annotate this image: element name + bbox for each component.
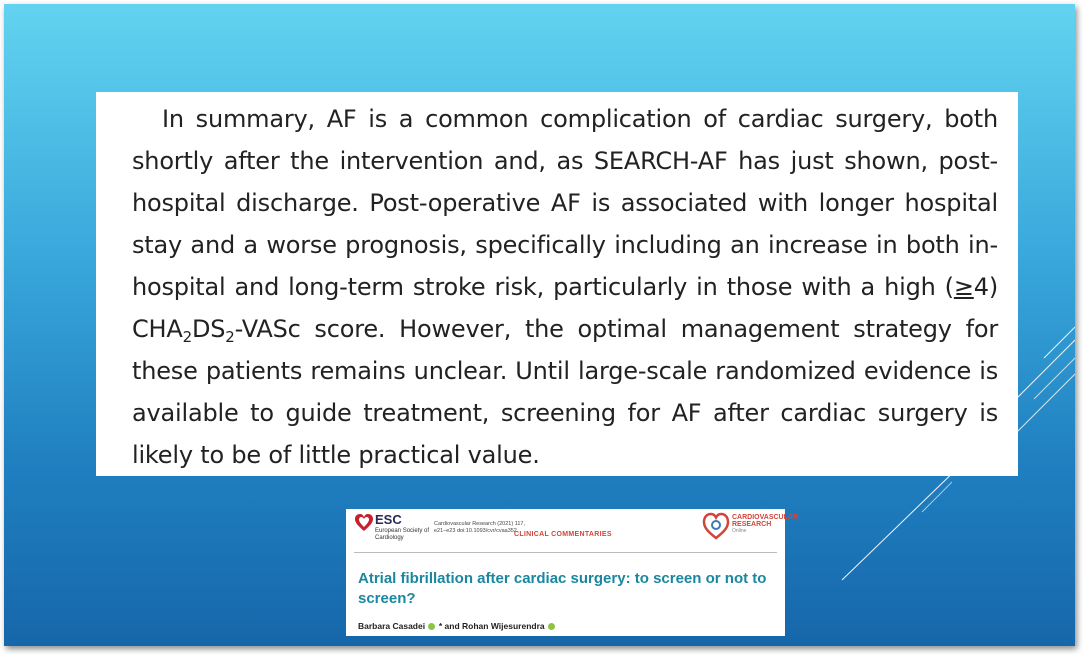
quote-text-part-1: In summary, AF is a common complication of cardiac surgery, both shortly after the intervention and, as SEARCH-AF has just shown, post-hospital discharge. Post-operative AF is associated with longer hospital stay and a worse prognosis, specifically including an increase in both in-hospital and long-term stroke risk, particularly in those with a high ( <box>132 105 998 301</box>
header-divider <box>354 552 777 553</box>
journal-logo-name: CARDIOVASCULAR RESEARCH <box>732 514 798 528</box>
quote-text-part-3: DS <box>191 315 226 343</box>
esc-society-name: European Society of Cardiology <box>375 528 430 541</box>
esc-abbreviation: ESC <box>375 512 402 527</box>
quote-box <box>96 92 1018 476</box>
journal-citation: Cardiovascular Research (2021) 117, e21–e23 doi:10.1093/cvr/cvaa352 <box>434 521 525 534</box>
quote-subscript-1: 2 <box>182 328 192 346</box>
author-2: Rohan Wijesurendra <box>462 621 545 631</box>
quote-ge-symbol: ≥ <box>953 273 974 301</box>
article-category: CLINICAL COMMENTARIES <box>514 531 612 538</box>
journal-logo-text <box>732 514 798 535</box>
quote-text-part-4: -VASc score. However, the optimal management strategy for these patients remains unclear. Until large-scale randomized evidence is available to guide treatment, screening for AF after cardiac surgery is likely to be of little practical value. <box>132 315 998 469</box>
quote-subscript-2: 2 <box>225 328 235 346</box>
author-1: Barbara Casadei <box>358 621 426 631</box>
quote-text-part-2: 4) CHA <box>132 273 998 343</box>
orcid-icon <box>428 623 435 630</box>
esc-heart-icon <box>354 513 374 533</box>
paper-title: Atrial fibrillation after cardiac surgery: to screen or not to screen? <box>358 570 767 607</box>
quote-paragraph <box>132 98 998 476</box>
paper-authors <box>358 621 556 631</box>
cardiovascular-research-logo-icon <box>701 511 731 541</box>
author-1-mark: * <box>438 621 443 631</box>
author-join: and <box>444 621 460 631</box>
journal-logo-online: Online <box>732 528 747 534</box>
orcid-icon <box>548 623 555 630</box>
paper-header-image <box>346 509 798 636</box>
